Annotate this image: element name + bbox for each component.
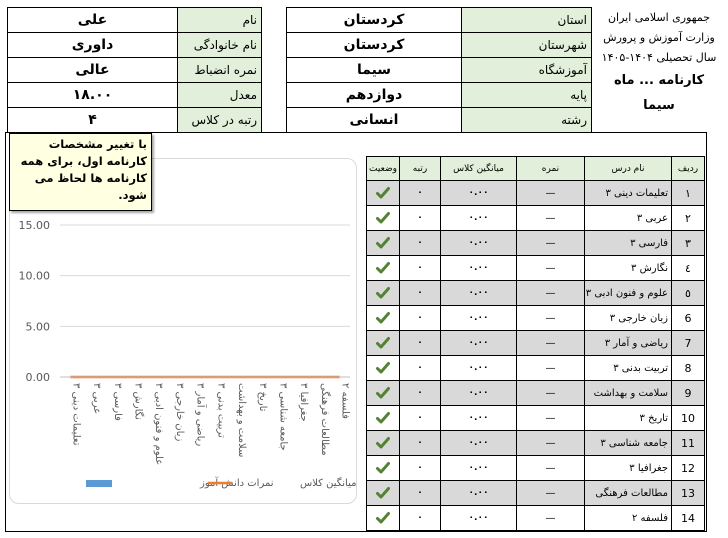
gpa-value[interactable]: ۱۸.۰۰ [8, 83, 178, 108]
grade-cell[interactable]: — [517, 231, 585, 256]
field-value[interactable]: انسانی [287, 108, 462, 133]
course-name-cell: سلامت و بهداشت [585, 381, 672, 406]
school-info-row [287, 58, 592, 83]
check-icon [376, 211, 390, 225]
grade-cell[interactable]: — [517, 381, 585, 406]
table-row [367, 331, 705, 356]
note-comment: با تغییر مشخصات کارنامه اول، برای همه کارنامه ها لحاظ می شود. [9, 133, 152, 211]
rank-cell: ۰ [400, 256, 441, 281]
status-cell [367, 256, 400, 281]
rank-cell: ۰ [400, 481, 441, 506]
table-row [367, 306, 705, 331]
course-name-cell: علوم و فنون ادبی ۳ [585, 281, 672, 306]
row-number-cell: 10 [672, 406, 705, 431]
status-cell [367, 506, 400, 531]
last-name-value[interactable]: داوری [8, 33, 178, 58]
header-school-year: سال تحصیلی ۱۴۰۴-۱۴۰۵ [601, 51, 717, 64]
x-tick-label: عربی ۳ [91, 383, 103, 415]
status-cell [367, 456, 400, 481]
class-avg-cell: ۰.۰۰ [441, 431, 517, 456]
table-row [367, 481, 705, 506]
x-tick-label: نگارش ۳ [132, 383, 144, 420]
status-cell [367, 206, 400, 231]
status-cell [367, 406, 400, 431]
rank-cell: ۰ [400, 331, 441, 356]
grades-table [366, 156, 705, 531]
class-rank-label: رتبه در کلاس [178, 108, 262, 133]
discipline-label: نمره انضباط [178, 58, 262, 83]
student-info-row [8, 8, 262, 33]
course-name-cell: مطالعات فرهنگی [585, 481, 672, 506]
class-rank-value[interactable]: ۴ [8, 108, 178, 133]
student-info-row [8, 108, 262, 133]
grade-cell[interactable]: — [517, 206, 585, 231]
school-value[interactable]: سیما [287, 58, 462, 83]
course-name-cell: تاریخ ۳ [585, 406, 672, 431]
province-label: استان [462, 8, 592, 33]
row-number-cell: 11 [672, 431, 705, 456]
report-title: کارنامه ... ماه [613, 73, 705, 88]
check-icon [376, 186, 390, 200]
grade-cell[interactable]: — [517, 181, 585, 206]
grade-cell[interactable]: — [517, 256, 585, 281]
table-row [367, 356, 705, 381]
x-tick-label: سلامت و بهداشت [236, 383, 248, 458]
class-avg-cell: ۰.۰۰ [441, 206, 517, 231]
check-icon [376, 261, 390, 275]
field-label: رشته [462, 108, 592, 133]
row-number-cell: 8 [672, 356, 705, 381]
header-country: جمهوری اسلامی ایران [607, 11, 711, 24]
course-name-cell: نگارش ۳ [585, 256, 672, 281]
check-icon [376, 411, 390, 425]
grade-cell[interactable]: — [517, 331, 585, 356]
grade-cell[interactable]: — [517, 306, 585, 331]
x-tick-label: زبان خارجی ۳ [173, 383, 185, 442]
x-tick-label: تعلیمات دینی ۳ [70, 383, 82, 446]
grade-level-value[interactable]: دوازدهم [287, 83, 462, 108]
status-cell [367, 181, 400, 206]
table-row [367, 431, 705, 456]
y-tick-label: 5.00 [25, 320, 50, 334]
check-icon [376, 386, 390, 400]
class-avg-cell: ۰.۰۰ [441, 456, 517, 481]
row-number-cell: ٤ [672, 256, 705, 281]
school-info-row [287, 108, 592, 133]
x-tick-label: ریاضی و آمار ۳ [194, 383, 206, 447]
check-icon [376, 486, 390, 500]
class-avg-cell: ۰.۰۰ [441, 506, 517, 531]
table-row [367, 506, 705, 531]
status-cell [367, 281, 400, 306]
class-avg-cell: ۰.۰۰ [441, 181, 517, 206]
table-row [367, 406, 705, 431]
check-icon [376, 286, 390, 300]
check-icon [376, 511, 390, 525]
school-info-table [286, 7, 592, 133]
course-name-cell: فلسفه ۲ [585, 506, 672, 531]
status-cell [367, 431, 400, 456]
row-number-cell: 13 [672, 481, 705, 506]
status-cell [367, 381, 400, 406]
row-number-cell: 9 [672, 381, 705, 406]
check-icon [376, 336, 390, 350]
table-row [367, 181, 705, 206]
grade-level-label: پایه [462, 83, 592, 108]
rank-cell: ۰ [400, 231, 441, 256]
y-tick-label: 0.00 [25, 371, 50, 384]
header-school-name: سیما [643, 98, 675, 113]
x-tick-label: جامعه شناسی ۳ [277, 383, 289, 451]
y-tick-label: 10.00 [18, 269, 50, 283]
table-row [367, 256, 705, 281]
header-ministry: وزارت آموزش و پرورش [603, 31, 715, 44]
student-info-row [8, 33, 262, 58]
x-tick-label: علوم و فنون ادبی ۳ [153, 383, 165, 466]
report-header [596, 8, 722, 118]
province-value[interactable]: کردستان [287, 8, 462, 33]
class-avg-column-header: میانگین کلاس [441, 157, 517, 181]
grade-cell[interactable]: — [517, 506, 585, 531]
rank-cell: ۰ [400, 206, 441, 231]
course-name-cell: تربیت بدنی ۳ [585, 356, 672, 381]
rank-cell: ۰ [400, 381, 441, 406]
school-info-row [287, 33, 592, 58]
x-tick-label: جغرافیا ۳ [298, 383, 310, 422]
x-tick-label: تاریخ ۳ [256, 383, 268, 412]
student-info-table [7, 7, 262, 133]
row-number-cell: ۲ [672, 206, 705, 231]
class-avg-cell: ۰.۰۰ [441, 306, 517, 331]
status-cell [367, 481, 400, 506]
status-cell [367, 331, 400, 356]
x-tick-label: تربیت بدنی ۳ [215, 383, 227, 438]
status-cell [367, 356, 400, 381]
grade-cell[interactable]: — [517, 456, 585, 481]
school-label: آموزشگاه [462, 58, 592, 83]
status-cell [367, 231, 400, 256]
city-value[interactable]: کردستان [287, 33, 462, 58]
last-name-label: نام خانوادگی [178, 33, 262, 58]
x-tick-label: فلسفه ۲ [339, 383, 351, 419]
rank-cell: ۰ [400, 356, 441, 381]
class-avg-cell: ۰.۰۰ [441, 356, 517, 381]
class-avg-cell: ۰.۰۰ [441, 331, 517, 356]
row-number-cell: 12 [672, 456, 705, 481]
check-icon [376, 236, 390, 250]
legend-swatch-student [86, 480, 112, 487]
rank-cell: ۰ [400, 506, 441, 531]
rank-cell: ۰ [400, 406, 441, 431]
school-info-row [287, 83, 592, 108]
gpa-label: معدل [178, 83, 262, 108]
class-avg-cell: ۰.۰۰ [441, 406, 517, 431]
table-row [367, 206, 705, 231]
status-cell [367, 306, 400, 331]
status-column-header: وضعیت [367, 157, 400, 181]
check-icon [376, 311, 390, 325]
legend-label-student: نمرات دانش آموز [200, 478, 274, 489]
check-icon [376, 361, 390, 375]
course-name-cell: فارسی ۳ [585, 231, 672, 256]
rank-cell: ۰ [400, 281, 441, 306]
grade-cell[interactable]: — [517, 431, 585, 456]
class-avg-cell: ۰.۰۰ [441, 281, 517, 306]
x-tick-label: مطالعات فرهنگی [318, 383, 330, 456]
class-avg-cell: ۰.۰۰ [441, 381, 517, 406]
rank-cell: ۰ [400, 181, 441, 206]
row-number-cell: 14 [672, 506, 705, 531]
course-name-cell: ریاضی و آمار ۳ [585, 331, 672, 356]
class-avg-cell: ۰.۰۰ [441, 256, 517, 281]
rank-cell: ۰ [400, 306, 441, 331]
class-avg-cell: ۰.۰۰ [441, 481, 517, 506]
table-row [367, 456, 705, 481]
first-name-value[interactable]: علی [8, 8, 178, 33]
course-name-cell: جغرافیا ۳ [585, 456, 672, 481]
rank-cell: ۰ [400, 456, 441, 481]
check-icon [376, 461, 390, 475]
school-info-row [287, 8, 592, 33]
table-row [367, 281, 705, 306]
row-number-cell: ۱ [672, 181, 705, 206]
row-number-cell: ۳ [672, 231, 705, 256]
grade-cell[interactable]: — [517, 356, 585, 381]
legend-label-average: میانگین کلاس [300, 478, 357, 489]
student-info-row [8, 83, 262, 108]
row-number-cell: ٥ [672, 281, 705, 306]
grade-cell[interactable]: — [517, 281, 585, 306]
course-name-cell: عربی ۳ [585, 206, 672, 231]
check-icon [376, 436, 390, 450]
grade-cell[interactable]: — [517, 406, 585, 431]
discipline-value[interactable]: عالی [8, 58, 178, 83]
first-name-label: نام [178, 8, 262, 33]
row-number-cell: 7 [672, 331, 705, 356]
grade-cell[interactable]: — [517, 481, 585, 506]
table-row [367, 231, 705, 256]
course-name-cell: جامعه شناسی ۳ [585, 431, 672, 456]
row-column-header: ردیف [672, 157, 705, 181]
rank-column-header: رتبه [400, 157, 441, 181]
rank-cell: ۰ [400, 431, 441, 456]
course-name-cell: زبان خارجی ۳ [585, 306, 672, 331]
course-name-cell: تعلیمات دینی ۳ [585, 181, 672, 206]
y-tick-label: 15.00 [18, 219, 50, 232]
row-number-cell: 6 [672, 306, 705, 331]
table-row [367, 381, 705, 406]
course-column-header: نام درس [585, 157, 672, 181]
grades-header-row [367, 157, 705, 181]
x-tick-label: فارسی ۳ [111, 383, 123, 421]
grade-column-header: نمره [517, 157, 585, 181]
city-label: شهرستان [462, 33, 592, 58]
class-avg-cell: ۰.۰۰ [441, 231, 517, 256]
student-info-row [8, 58, 262, 83]
